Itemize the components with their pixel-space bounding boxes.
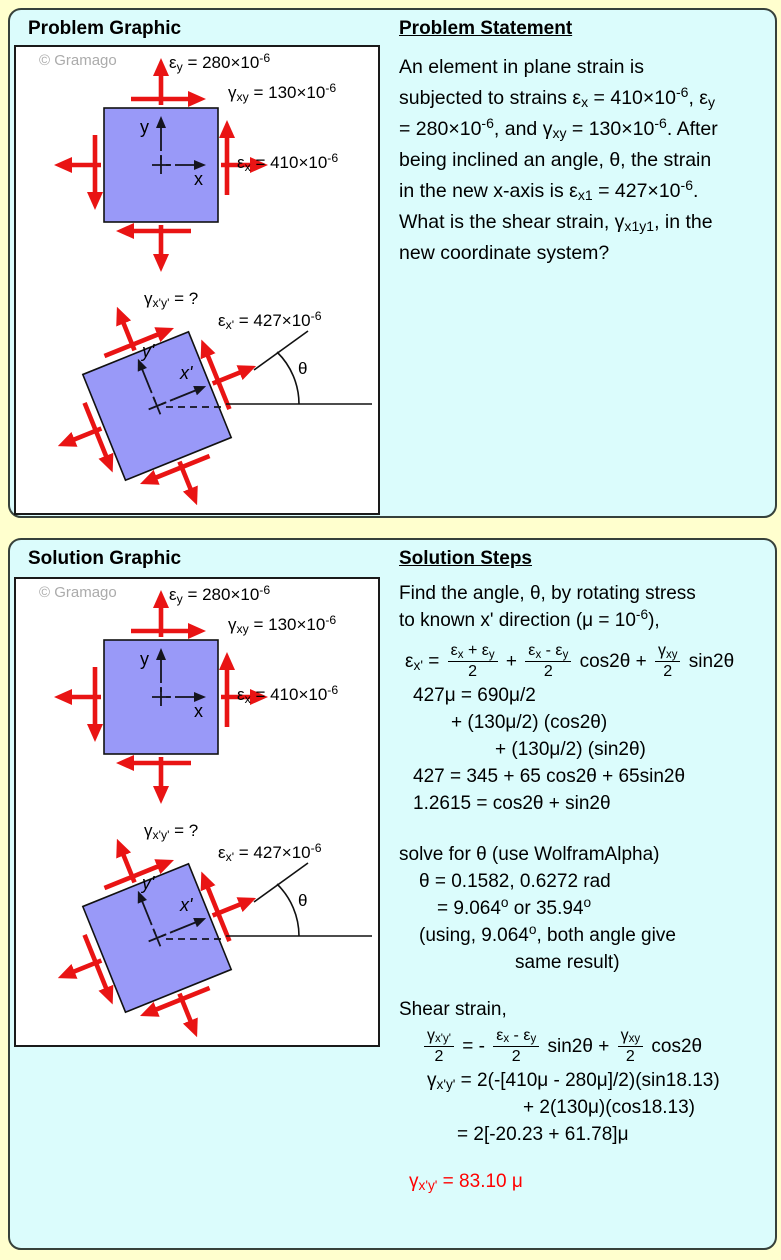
problem-panel (8, 8, 777, 518)
text-line: = $280\times 10^{-6}$, and $\gamma xy = 130\times 10^{-6}$. After (399, 114, 718, 142)
text-line: = 2[-20.23 + 61.78]μ (457, 1123, 629, 1145)
text-line: + (130μ/2) (cos2θ) (451, 711, 608, 733)
label-yp-axis: y' (142, 873, 155, 893)
text-line: γx'y' = 83.10 μ (409, 1170, 523, 1193)
label-x-axis: x (194, 701, 203, 721)
problem-graphic-box (14, 45, 380, 515)
strain-element (69, 73, 253, 257)
text-line: θ = 0.1582, 0.6272 rad (419, 870, 611, 892)
text-line: An element in plane strain is (399, 56, 644, 78)
strain-diagram (16, 579, 378, 1045)
label-y-axis: y (140, 649, 149, 669)
solution-steps-title: Solution Steps (399, 548, 532, 569)
theta-arc (277, 884, 299, 936)
text-line: What is the shear strain, γx1y1, in the (399, 211, 713, 235)
label-gamma-xy: $\gamma xy = 130\times 10^{-6}$ (228, 80, 337, 104)
text-line: εx' = $\frac{\varepsilon x + \varepsilon y}{2}$ + $\frac{\varepsilon x - \varepsilon y}{2}$ cos2θ + $\frac{\text{γxy}}{2}$ sin2θ (405, 642, 735, 681)
solution-graphic-box (14, 577, 380, 1047)
label-eps-y: $\varepsilon y = 280\times 10^{-6}$ (169, 50, 271, 74)
problem-statement-text (399, 52, 773, 269)
label-gamma-xpyp: γx'y' = ? (144, 821, 199, 842)
label-theta: θ (298, 891, 308, 910)
text-line: Find the angle, θ, by rotating stress (399, 583, 696, 604)
solution-panel (8, 538, 777, 1250)
solution-steps-text (399, 580, 773, 1195)
text-line: (using, 9.064$^o$, both angle give (419, 921, 676, 946)
strain-element (69, 605, 253, 789)
text-line: to known x' direction $(\mu = 10^{-6})$, (399, 607, 660, 631)
strain-diagram (16, 47, 378, 513)
text-line: solve for θ (use WolframAlpha) (399, 843, 660, 865)
text-line: 427 = 345 + 65 cos2θ + 65sin2θ (413, 765, 686, 787)
text-line: same result) (515, 951, 620, 973)
watermark: © Gramago (39, 52, 117, 69)
text-line: γx'y' = 2(-[410μ - 280μ]/2)(sin18.13) (427, 1069, 720, 1092)
label-gamma-xpyp: γx'y' = ? (144, 289, 199, 310)
label-gamma-xy: $\gamma xy = 130\times 10^{-6}$ (228, 612, 337, 636)
label-eps-xp: $\varepsilon x' = 427\times 10^{-6}$ (218, 308, 322, 332)
text-line: 427μ = 690μ/2 (413, 684, 536, 706)
problem-statement-title: Problem Statement (399, 18, 573, 39)
text-line: Shear strain, (399, 998, 507, 1020)
label-theta: θ (298, 359, 308, 378)
text-line: $\frac{\gamma x'y'}{2}$ = - $\frac{\varepsilon x - \varepsilon y}{2}$ sin2θ + $\frac{\text{γxy}}{2}$ cos2θ (421, 1027, 773, 1067)
text-line: subjected to strains $\varepsilon x = 410\times 10^{-6}$, εy (399, 83, 716, 111)
text-line: being inclined an angle, θ, the strain (399, 149, 712, 171)
label-xp-axis: x' (180, 363, 193, 383)
watermark: © Gramago (39, 584, 117, 601)
solution-graphic-title: Solution Graphic (28, 548, 182, 569)
problem-graphic-title: Problem Graphic (28, 18, 182, 39)
label-xp-axis: x' (180, 895, 193, 915)
label-eps-x: $\varepsilon x = 410\times 10^{-6}$ (237, 150, 339, 174)
label-eps-x: $\varepsilon x = 410\times 10^{-6}$ (237, 682, 339, 706)
label-eps-y: $\varepsilon y = 280\times 10^{-6}$ (169, 582, 271, 606)
text-line: + (130μ/2) (sin2θ) (495, 738, 646, 760)
label-x-axis: x (194, 169, 203, 189)
text-line: in the new x-axis is $\varepsilon x1 = 427\times 10^{-6}$. (399, 176, 699, 204)
label-y-axis: y (140, 117, 149, 137)
label-yp-axis: y' (142, 341, 155, 361)
text-line: 1.2615 = cos2θ + sin2θ (413, 792, 611, 814)
text-line: = $9.064^o$ or 35.94$^o$ (437, 894, 592, 919)
text-line: + 2(130μ)(cos18.13) (523, 1096, 696, 1118)
text-line: new coordinate system? (399, 242, 610, 264)
theta-arc (277, 352, 299, 404)
label-eps-xp: $\varepsilon x' = 427\times 10^{-6}$ (218, 840, 322, 864)
